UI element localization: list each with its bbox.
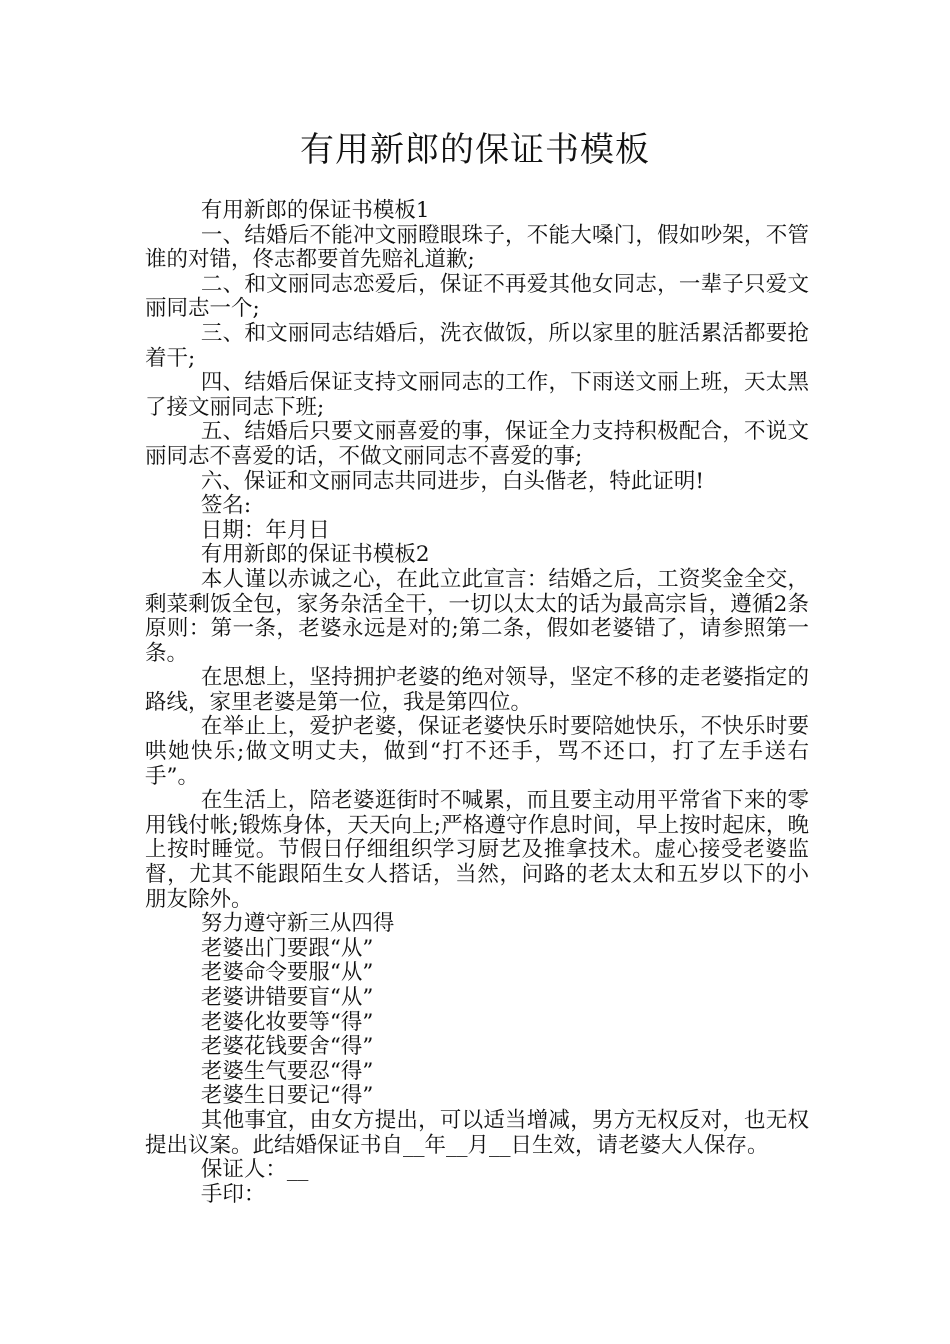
paragraph: 二、和文丽同志恋爱后，保证不再爱其他女同志，一辈子只爱文丽同志一个; [145,271,809,322]
paragraph: 签名: [200,493,252,519]
document-title: 有用新郎的保证书模板 [300,130,650,170]
paragraph: 三、和文丽同志结婚后，洗衣做饭，所以家里的脏活累活都要抢着干; [145,320,809,371]
paragraph: 有用新郎的保证书模板2 [200,542,430,568]
paragraph: 六、保证和文丽同志共同进步，白头偕老，特此证明! [200,468,705,494]
paragraph: 老婆化妆要等“得” [200,1009,374,1035]
paragraph: 保证人：__ [200,1157,309,1183]
paragraph: 手印： [200,1181,266,1207]
paragraph: 其他事宜，由女方提出，可以适当增减，男方无权反对，也无权提出议案。此结婚保证书自__年__月__日生效，请老婆大人保存。 [145,1107,809,1158]
paragraph: 日期：年月日 [200,517,330,543]
paragraph: 在思想上，坚持拥护老婆的绝对领导，坚定不移的走老婆指定的路线，家里老婆是第一位，我是第四位。 [145,665,809,715]
paragraph: 老婆讲错要盲“从” [200,985,374,1010]
paragraph: 本人谨以赤诚之心，在此立此宣言：结婚之后，工资奖金全交，剩菜剩饭全包，家务杂活全干，一切以太太的话为最高宗旨，遵循2条原则：第一条，老婆永远是对的;第二条，假如老婆错了，请参照第一条。 [145,566,809,666]
paragraph: 在举止上，爱护老婆，保证老婆快乐时要陪她快乐，不快乐时要哄她快乐;做文明丈夫，做到“打不还手，骂不还口，打了左手送右手”。 [145,714,809,789]
paragraph: 老婆命令要服“从” [200,960,374,986]
paragraph: 有用新郎的保证书模板1 [200,198,430,223]
paragraph: 老婆出门要跟“从” [200,935,374,961]
paragraph: 四、结婚后保证支持文丽同志的工作，下雨送文丽上班，天太黑了接文丽同志下班; [145,370,809,420]
document-body [145,199,809,1207]
paragraph: 五、结婚后只要文丽喜爱的事，保证全力支持积极配合，不说文丽同志不喜爱的话，不做文丽同志不喜爱的事; [145,419,809,469]
paragraph: 老婆生气要忍“得” [200,1058,374,1084]
paragraph: 在生活上，陪老婆逛街时不喊累，而且要主动用平常省下来的零用钱付帐;锻炼身体，天天向上;严格遵守作息时间，早上按时起床，晚上按时睡觉。节假日仔细组织学习厨艺及推拿技术。虚心接受老婆监督，尤其不能跟陌生女人搭话，当然，问路的老太太和五岁以下的小朋友除外。 [145,788,809,912]
paragraph: 老婆花钱要舍“得” [200,1034,374,1060]
paragraph: 努力遵守新三从四得 [200,911,395,937]
paragraph: 一、结婚后不能冲文丽瞪眼珠子，不能大嗓门，假如吵架，不管谁的对错，佟志都要首先赔礼道歉; [145,222,809,273]
paragraph: 老婆生日要记“得” [200,1083,374,1109]
